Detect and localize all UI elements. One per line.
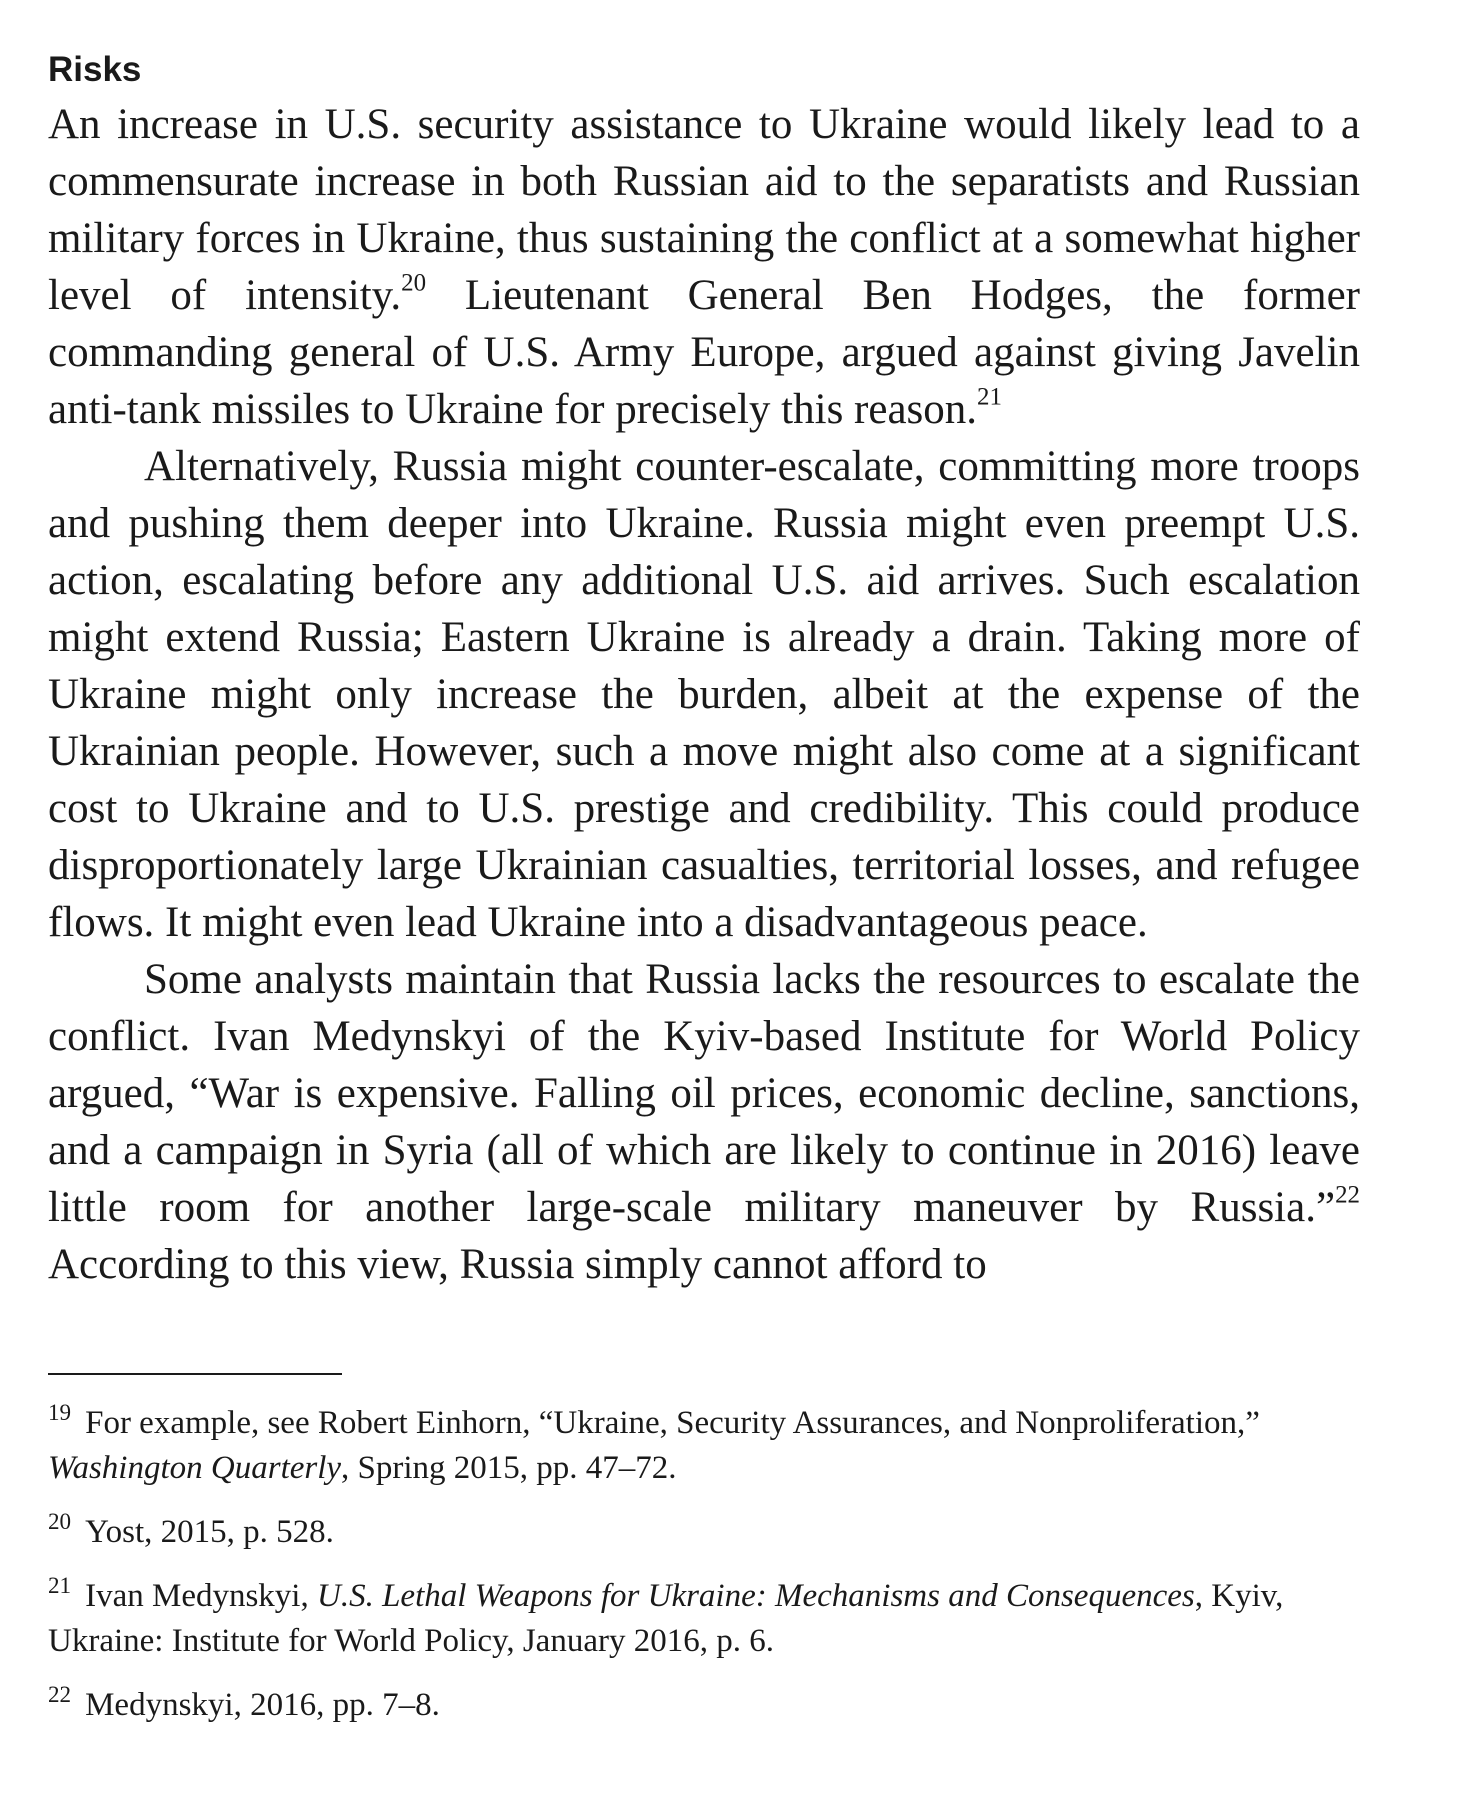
paragraph-1 <box>48 96 1360 438</box>
document-page <box>48 44 1360 1742</box>
footnote-number: 20 <box>48 1508 72 1535</box>
footnote-20 <box>48 1510 1360 1555</box>
footnote-divider <box>48 1373 342 1375</box>
footnote-text: , Kyiv, Ukraine: Institute for World Policy, January 2016, p. 6. <box>48 1578 1284 1659</box>
footnote-ref-20[interactable]: 20 <box>401 269 427 297</box>
footnote-text: Yost, 2015, p. 528. <box>85 1514 334 1550</box>
body-paragraphs <box>48 96 1360 1293</box>
paragraph-2 <box>48 438 1360 951</box>
footnote-text: Ivan Medynskyi, <box>85 1578 317 1614</box>
footnote-title: Washington Quarterly <box>48 1450 342 1486</box>
paragraph-text: Some analysts maintain that Russia lacks the resources to escalate the conflict. Ivan Medynskyi of the Kyiv-based Institute for World Policy argued, “War is expensive. Falling oil prices, economic decline, sanctions, and a campaign in Syria (all of which are likely to continue in 2016) leave little room for another large-scale military maneuver by Russia.” <box>48 956 1360 1231</box>
footnote-title: U.S. Lethal Weapons for Ukraine: Mechanisms and Consequences <box>316 1578 1195 1614</box>
paragraph-text: Alternatively, Russia might counter-escalate, committing more troops and pushing them deeper into Ukraine. Russia might even preempt U.S. action, escalating before any additional U.S. aid arrives. Such escalation might extend Russia; Eastern Ukraine is already a drain. Taking more of Ukraine might only increase the burden, albeit at the expense of the Ukrainian people. However, such a move might also come at a significant cost to Ukraine and to U.S. prestige and credibility. This could produce disproportionately large Ukrainian casualties, territorial losses, and refugee flows. It might even lead Ukraine into a disadvantageous peace. <box>48 443 1360 946</box>
section-heading: Risks <box>48 50 142 89</box>
footnote-22 <box>48 1683 1360 1723</box>
footnote-number: 19 <box>48 1399 72 1426</box>
paragraph-3 <box>48 951 1360 1293</box>
footnote-number: 21 <box>48 1572 72 1599</box>
footnote-ref-22[interactable]: 22 <box>1335 1181 1360 1209</box>
paragraph-text: Lieutenant General Ben Hodges, the former commanding general of U.S. Army Europe, argued against giving Javelin anti-tank missiles to Ukraine for precisely this reason. <box>48 272 1360 433</box>
footnote-text: , Spring 2015, pp. 47–72. <box>341 1450 677 1486</box>
footnote-number: 22 <box>48 1683 72 1708</box>
footnote-21 <box>48 1574 1360 1664</box>
paragraph-text: According to this view, Russia simply cannot afford to <box>48 1241 987 1288</box>
footnotes <box>48 1401 1360 1723</box>
paragraph-text: An increase in U.S. security assistance to Ukraine would likely lead to a commensurate increase in both Russian aid to the separatists and Russian military forces in Ukraine, thus sustaining the conflict at a somewhat higher level of intensity. <box>48 101 1360 319</box>
footnote-ref-21[interactable]: 21 <box>977 383 1002 411</box>
footnote-text: For example, see Robert Einhorn, “Ukraine, Security Assurances, and Nonproliferation,” <box>85 1405 1260 1441</box>
footnote-text: Medynskyi, 2016, pp. 7–8. <box>85 1687 440 1723</box>
footnote-19 <box>48 1401 1360 1491</box>
